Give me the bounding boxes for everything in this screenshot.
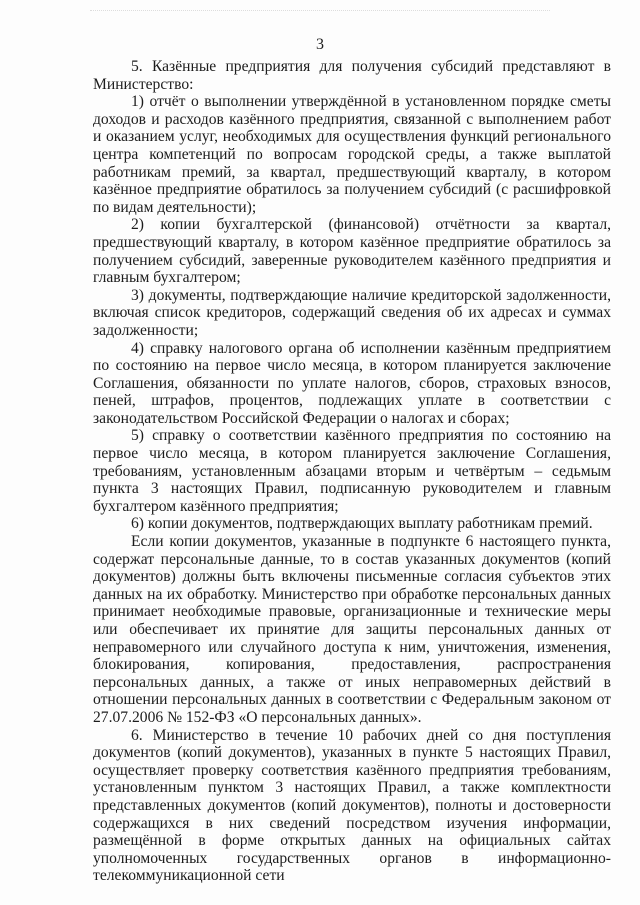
- paragraph-subitem-6: 6) копии документов, подтверждающих выплату работникам премий.: [131, 515, 593, 533]
- document-body: [93, 58, 611, 885]
- paragraph-subitem-4: 4) справку налогового органа об исполнении казённым предприятием по состоянию на первое число месяца, в котором планируется заключение Соглашения, обязанности по уплате налогов, сборов, страховых взносов, пеней, штрафов, процентов, подлежащих уплате в соответствии с законодательством Российской Федерации о налогах и сборах;: [93, 339, 611, 427]
- paragraph-subitem-1: 1) отчёт о выполнении утверждённой в установленном порядке сметы доходов и расходов казённого предприятия, связанной с выполнением работ и оказанием услуг, необходимых для осуществления функций регионального центра компетенций по вопросам городской среды, а также выплатой работникам премий, за квартал, предшествующий кварталу, в котором казённое предприятие обратилось за получением субсидий (с расшифровкой по видам деятельности);: [93, 93, 611, 216]
- page-number: 3: [316, 36, 324, 53]
- paragraph-subitem-2: 2) копии бухгалтерской (финансовой) отчётности за квартал, предшествующий кварталу, в котором казённое предприятие обратилось за получением субсидий, заверенные руководителем казённого предприятия и главным бухгалтером;: [93, 216, 611, 287]
- paragraph-subitem-3: 3) документы, подтверждающие наличие кредиторской задолженности, включая список кредиторов, содержащий сведения об их адресах и суммах задолженности;: [93, 286, 611, 339]
- paragraph-personal-data: Если копии документов, указанные в подпункте 6 настоящего пункта, содержат персональные данные, то в состав указанных документов (копий документов) должны быть включены письменные согласия субъектов этих данных на их обработку. Министерство при обработке персональных данных принимает необходимые правовые, организационные и технические меры или обеспечивает их принятие для защиты персональных данных от неправомерного или случайного доступа к ним, уничтожения, изменения, блокирования, копирования, предоставления, распространения персональных данных, а также от иных неправомерных действий в отношении персональных данных в соответствии с Федеральным законом от 27.07.2006 № 152-ФЗ «О персональных данных».: [93, 533, 611, 726]
- paragraph-item-5: 5. Казённые предприятия для получения субсидий представляют в Министерство:: [93, 58, 611, 93]
- scan-artifact-divider: [90, 10, 550, 15]
- paragraph-subitem-5: 5) справку о соответствии казённого предприятия по состоянию на первое число месяца, в котором планируется заключение Соглашения, требованиям, установленным абзацами вторым и четвёртым – седьмым пункта 3 настоящих Правил, подписанную руководителем и главным бухгалтером казённого предприятия;: [93, 427, 611, 515]
- paragraph-item-6: 6. Министерство в течение 10 рабочих дней со дня поступления документов (копий документов), указанных в пункте 5 настоящих Правил, осуществляет проверку соответствия казённого предприятия требованиям, установленным пунктом 3 настоящих Правил, а также комплектности представленных документов (копий документов), полноты и достоверности содержащихся в них сведений посредством изучения информации, размещённой в форме открытых данных на официальных сайтах уполномоченных государственных органов в информационно-телекоммуникационной сети: [93, 726, 611, 885]
